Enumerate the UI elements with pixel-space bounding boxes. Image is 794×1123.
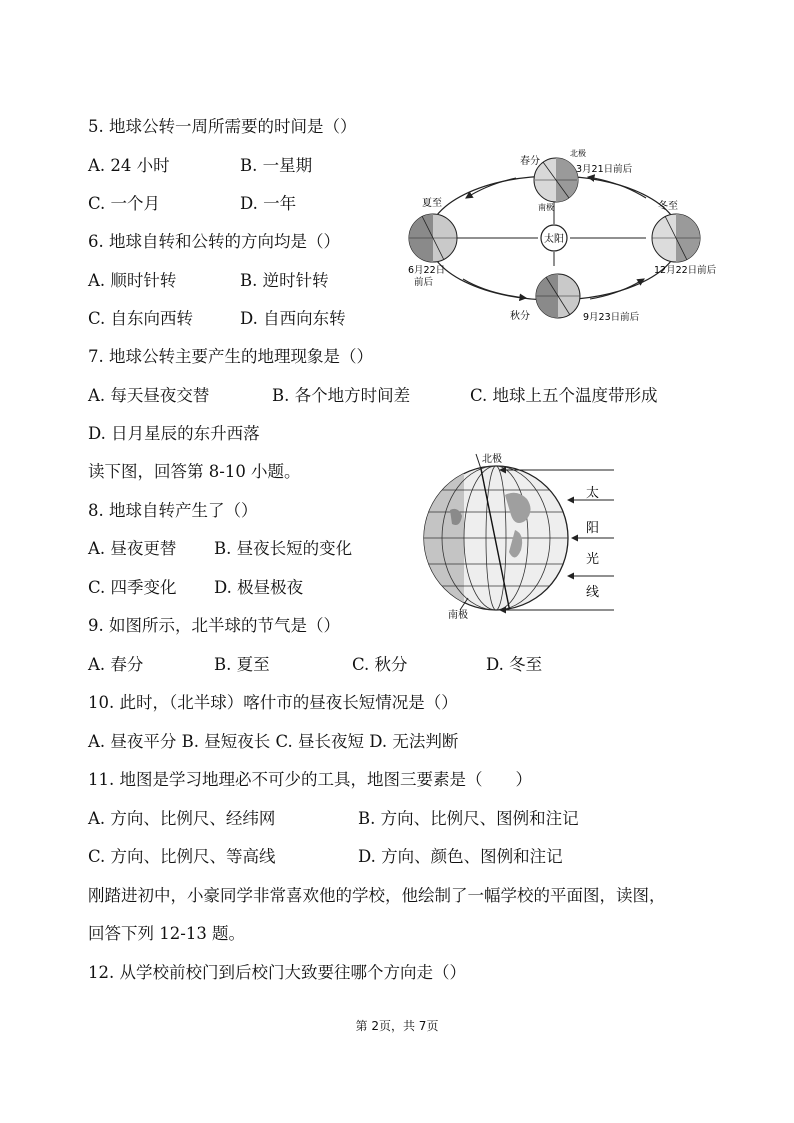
earth-winter-icon — [652, 214, 700, 262]
winter-date-label: 12月22日前后 — [654, 265, 717, 276]
intro-8-10: 读下图，回答第 8-10 小题。 — [88, 462, 301, 481]
south-pole-label: 南极 — [538, 203, 554, 212]
autumn-date-label: 9月23日前后 — [583, 312, 640, 323]
question-5-stem: 5. 地球公转一周所需要的时间是（） — [88, 117, 357, 136]
winter-label: 冬至 — [658, 201, 678, 212]
q7-option-c: C. 地球上五个温度带形成 — [470, 386, 658, 405]
q7-option-a: A. 每天昼夜交替 — [88, 386, 210, 405]
sun-rays-char-1: 太 — [586, 486, 600, 501]
q9-option-a: A. 春分 — [88, 655, 144, 674]
q5-option-b: B. 一星期 — [240, 156, 313, 175]
spring-date-label: 3月21日前后 — [576, 164, 633, 175]
q6-option-a: A. 顺时针转 — [88, 271, 177, 290]
q9-option-b: B. 夏至 — [214, 655, 270, 674]
q6-option-c: C. 自东向西转 — [88, 309, 194, 328]
q11-option-b: B. 方向、比例尺、图例和注记 — [358, 809, 579, 828]
q11-option-a: A. 方向、比例尺、经纬网 — [88, 809, 276, 828]
q5-option-a: A. 24 小时 — [88, 156, 170, 175]
spring-label: 春分 — [520, 156, 540, 167]
earth-spring-icon — [534, 158, 578, 202]
q8-option-b: B. 昼夜长短的变化 — [214, 539, 353, 558]
q11-option-c: C. 方向、比例尺、等高线 — [88, 847, 276, 866]
q5-option-c: C. 一个月 — [88, 194, 161, 213]
summer-label: 夏至 — [422, 198, 442, 209]
earth-autumn-icon — [536, 274, 580, 318]
intro-12-13-line-2: 回答下列 12-13 题。 — [88, 924, 246, 943]
question-12-stem: 12. 从学校前校门到后校门大致要往哪个方向走（） — [88, 963, 466, 982]
q5-option-d: D. 一年 — [240, 194, 297, 213]
question-9-stem: 9. 如图所示，北半球的节气是（） — [88, 616, 340, 635]
q11-option-d: D. 方向、颜色、图例和注记 — [358, 847, 563, 866]
globe-icon — [424, 464, 568, 614]
page-footer: 第 2页，共 7页 — [355, 1019, 439, 1033]
sun-rays-char-2: 阳 — [586, 521, 600, 536]
q8-option-a: A. 昼夜更替 — [88, 539, 177, 558]
earth-orbit-diagram — [408, 146, 738, 328]
q9-option-c: C. 秋分 — [352, 655, 408, 674]
q9-option-d: D. 冬至 — [486, 655, 543, 674]
question-6-stem: 6. 地球自转和公转的方向均是（） — [88, 232, 340, 251]
q6-option-b: B. 逆时针转 — [240, 271, 329, 290]
question-7-stem: 7. 地球公转主要产生的地理现象是（） — [88, 347, 373, 366]
autumn-label: 秋分 — [510, 311, 530, 322]
sun-rays-char-4: 线 — [586, 585, 600, 600]
q7-option-d: D. 日月星辰的东升西落 — [88, 424, 260, 443]
globe-south-pole-label: 南极 — [448, 610, 468, 620]
q6-option-d: D. 自西向东转 — [240, 309, 346, 328]
q7-option-b: B. 各个地方时间差 — [272, 386, 411, 405]
question-11-stem: 11. 地图是学习地理必不可少的工具，地图三要素是（ ） — [88, 770, 532, 789]
globe-sunlight-diagram — [420, 450, 620, 620]
earth-summer-icon — [409, 214, 457, 262]
intro-12-13-line-1: 刚踏进初中，小豪同学非常喜欢他的学校，他绘制了一幅学校的平面图，读图， — [88, 886, 666, 905]
summer-date-label-1: 6月22日 — [408, 265, 446, 276]
q8-option-d: D. 极昼极夜 — [214, 578, 304, 597]
north-pole-label: 北极 — [570, 149, 586, 158]
summer-date-label-2: 前后 — [414, 277, 434, 288]
q10-options: A. 昼夜平分 B. 昼短夜长 C. 昼长夜短 D. 无法判断 — [88, 732, 459, 751]
sun-rays-char-3: 光 — [586, 552, 600, 567]
question-10-stem: 10. 此时，（北半球）喀什市的昼夜长短情况是（） — [88, 693, 458, 712]
question-8-stem: 8. 地球自转产生了（） — [88, 501, 258, 520]
q8-option-c: C. 四季变化 — [88, 578, 177, 597]
globe-north-pole-label: 北极 — [482, 454, 502, 465]
sun-label: 太阳 — [544, 234, 564, 245]
